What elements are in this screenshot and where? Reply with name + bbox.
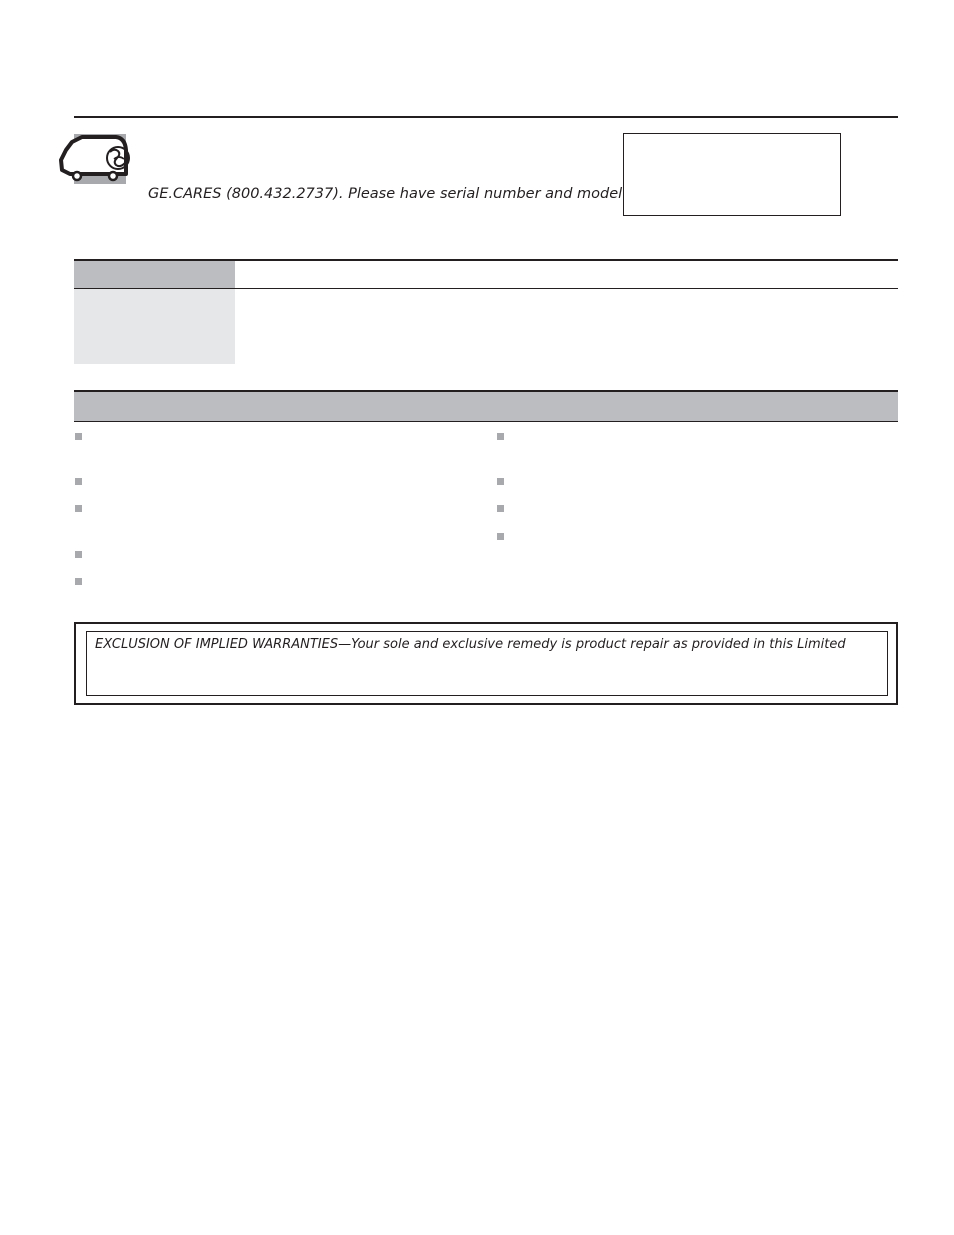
bullet-marker [75, 433, 82, 440]
service-contact-line: GE.CARES (800.432.2737). Please have serial number and model [148, 186, 623, 202]
bullet-marker [75, 578, 82, 585]
coverage-table-header-cell [74, 261, 235, 288]
coverage-table-period-cell [74, 289, 235, 364]
bullet-marker [497, 505, 504, 512]
bullet-marker [497, 433, 504, 440]
bullet-marker [75, 505, 82, 512]
bullet-marker [497, 478, 504, 485]
bullet-marker [497, 533, 504, 540]
top-rule [74, 116, 898, 118]
exclusions-table-header [74, 392, 898, 421]
service-van-icon [58, 132, 130, 186]
staple-receipt-box [623, 133, 841, 216]
bullet-marker [75, 478, 82, 485]
exclusion-of-implied-warranties-text: EXCLUSION OF IMPLIED WARRANTIES—Your sole and exclusive remedy is product repair as provided in this Limited [95, 637, 846, 652]
bullet-marker [75, 551, 82, 558]
exclusions-table-header-rule [74, 421, 898, 422]
